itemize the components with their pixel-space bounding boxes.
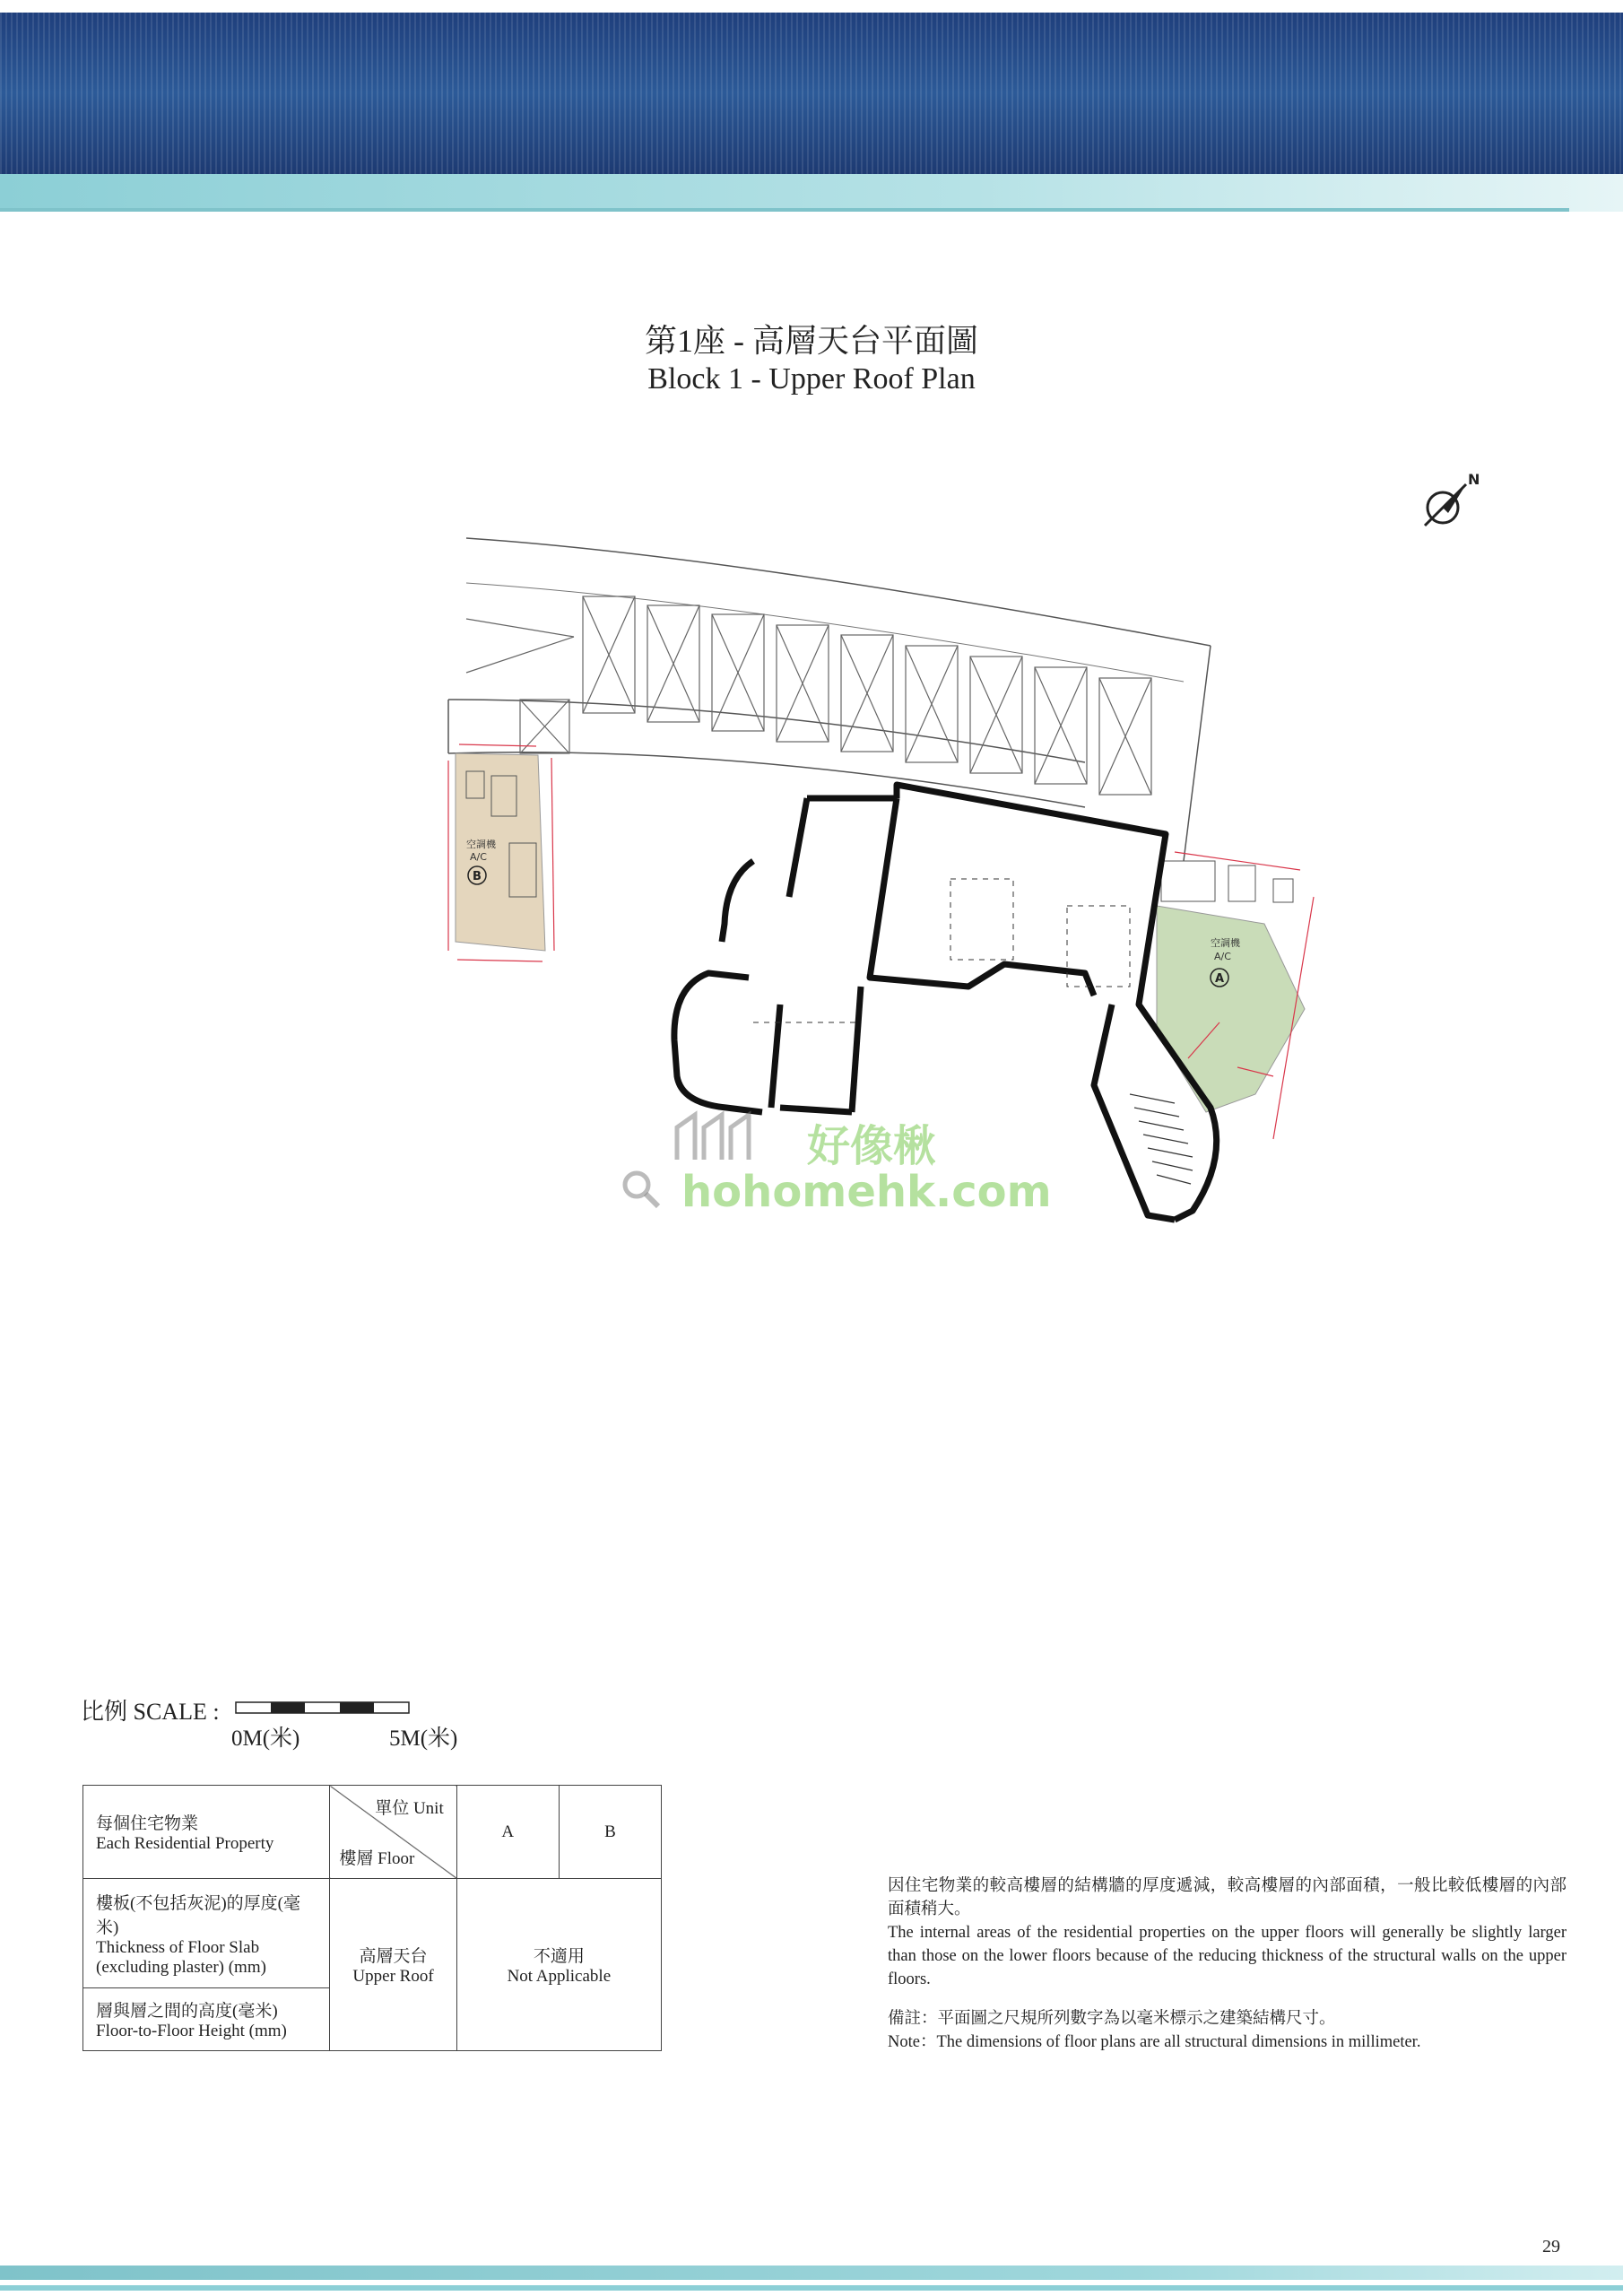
unit-a-tag: A	[1215, 972, 1225, 986]
floor-value-cell: 高層天台 Upper Roof	[330, 1879, 456, 2051]
note-2-en: Note：The dimensions of floor plans are all structural dimensions in millimeter.	[888, 2033, 1421, 2051]
header-accent-line	[0, 208, 1569, 212]
unit-a-ac-label-zh: 空調機	[1211, 937, 1240, 949]
slab-thickness-label: 樓板(不包括灰泥)的厚度(毫米) Thickness of Floor Slab (excluding plaster) (mm)	[83, 1879, 330, 1988]
page-title-en: Block 1 - Upper Roof Plan	[647, 362, 976, 396]
notes-block	[888, 1874, 1567, 2054]
scale-bar	[235, 1700, 410, 1715]
footer-line	[0, 2285, 1623, 2291]
floor-spec-table	[82, 1785, 662, 2051]
footer-bar	[0, 2266, 1623, 2280]
header-banner	[0, 13, 1623, 174]
scale-start-label: 0M(米)	[231, 1726, 300, 1751]
unit-b-area	[456, 753, 545, 951]
unit-header-label: 單位 Unit	[375, 1799, 444, 1818]
scale-label: 比例 SCALE :	[81, 1699, 220, 1725]
trellis-grid	[466, 596, 1151, 795]
header-accent-strip	[0, 174, 1623, 212]
house-icon	[673, 1108, 798, 1161]
north-label: N	[1468, 471, 1480, 488]
col-b-header: B	[559, 1786, 661, 1879]
unit-a-ac-label-en: A/C	[1214, 951, 1231, 962]
page-title-zh: 第1座 - 高層天台平面圖	[645, 323, 978, 359]
unit-floor-header-cell	[330, 1786, 456, 1879]
note-1-zh: 因住宅物業的較高樓層的結構牆的厚度遞減，較高樓層的內部面積，一般比較低樓層的內部面積稍大。	[888, 1877, 1567, 1918]
floor-header-label: 樓層 Floor	[339, 1849, 415, 1868]
note-1-en: The internal areas of the residential properties on the upper floors will generally be slightly larger than those on the lower floors because of the reducing thickness of the structural walls on the upper floors.	[888, 1924, 1567, 1988]
watermark	[619, 1099, 1052, 1217]
unit-b-tag: B	[473, 870, 482, 883]
floor-height-label: 層與層之間的高度(毫米) Floor-to-Floor Height (mm)	[83, 1988, 330, 2051]
watermark-url: hohomehk.com	[681, 1167, 1052, 1217]
unit-b-ac-label-en: A/C	[470, 851, 487, 863]
unit-b-ac-label-zh: 空調機	[466, 839, 496, 850]
watermark-brand: 好像楸	[807, 1121, 937, 1171]
note-2-zh: 備註：平面圖之尺規所列數字為以毫米標示之建築結構尺寸。	[888, 2010, 1336, 2028]
scale-end-label: 5M(米)	[389, 1726, 458, 1751]
header-property-cell: 每個住宅物業 Each Residential Property	[83, 1786, 330, 1879]
col-a-header: A	[456, 1786, 559, 1879]
search-icon	[619, 1167, 664, 1212]
not-applicable-cell: 不適用 Not Applicable	[456, 1879, 661, 2051]
page-number: 29	[1542, 2237, 1560, 2257]
staircase	[1130, 1094, 1193, 1184]
